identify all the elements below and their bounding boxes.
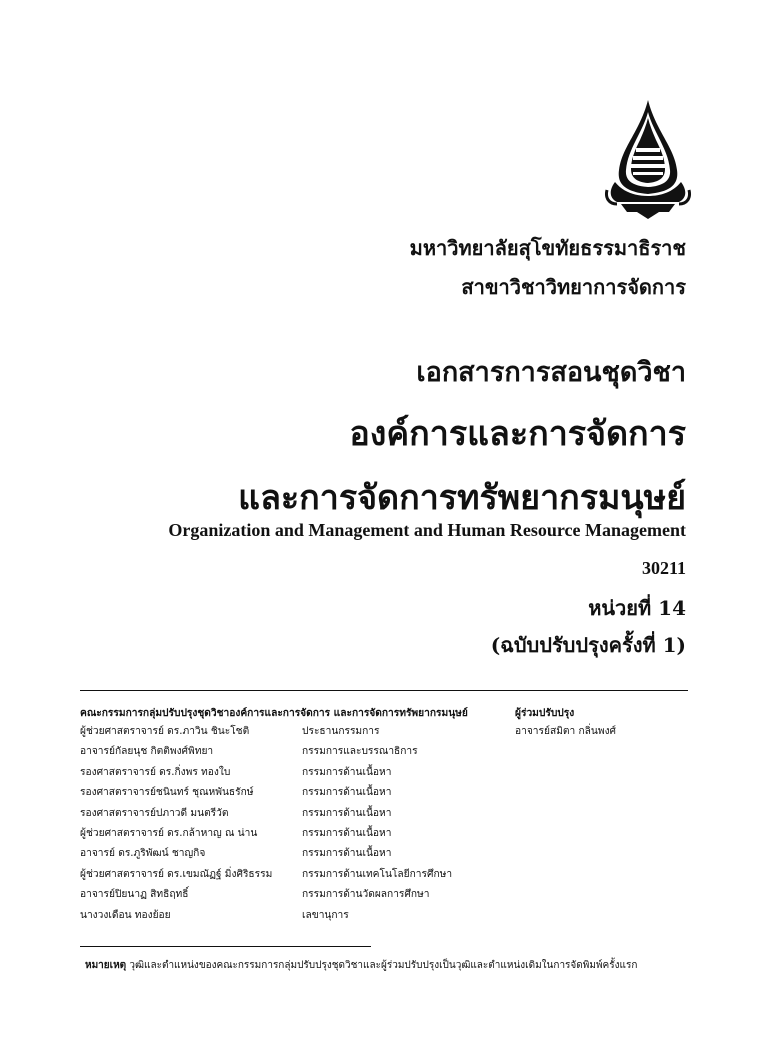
member-name: นางวงเดือน ทองย้อย — [80, 909, 171, 921]
member-position: เลขานุการ — [302, 909, 349, 921]
footnote-divider — [80, 946, 371, 947]
member-position: กรรมการด้านเนื้อหา — [302, 766, 392, 778]
member-name: อาจารย์กัลยนุช กิตติพงศ์พิทยา — [80, 746, 214, 758]
footnote-label: หมายเหตุ — [85, 960, 127, 971]
co-reviser-heading: ผู้ร่วมปรับปรุง — [515, 708, 575, 719]
co-reviser-name: อาจารย์สมิตา กลิ่นพงศ์ — [515, 726, 617, 737]
course-code: 30211 — [641, 558, 686, 578]
course-title-line2: และการจัดการทรัพยากรมนุษย์ — [238, 478, 686, 518]
committee-row — [80, 845, 522, 865]
member-name: ผู้ช่วยศาสตราจารย์ ดร.เขมณัฏฐ์ มิ่งศิริธรรม — [80, 868, 273, 880]
member-name: รองศาสตราจารย์ชนินทร์ ชุณหพันธรักษ์ — [80, 787, 254, 799]
member-name: ผู้ช่วยศาสตราจารย์ ดร.ภาวิน ชินะโชติ — [80, 726, 250, 737]
course-title-line1: องค์การและการจัดการ — [349, 414, 686, 454]
co-reviser-section — [515, 705, 616, 739]
member-name: ผู้ช่วยศาสตราจารย์ ดร.กล้าหาญ ณ น่าน — [80, 827, 258, 839]
section-divider — [80, 690, 688, 691]
member-name: รองศาสตราจารย์ ดร.กิ่งพร ทองใบ — [80, 766, 231, 778]
committee-heading: คณะกรรมการกลุ่มปรับปรุงชุดวิชาองค์การและการจัดการ และการจัดการทรัพยากรมนุษย์ — [80, 708, 468, 719]
committee-row — [80, 907, 522, 927]
committee-row — [80, 764, 522, 784]
member-position: กรรมการและบรรณาธิการ — [302, 746, 418, 758]
document-type: เอกสารการสอนชุดวิชา — [416, 357, 686, 388]
unit-number: หน่วยที่ 14 — [588, 596, 686, 620]
member-position: กรรมการด้านเนื้อหา — [302, 787, 392, 799]
department-name: สาขาวิชาวิทยาการจัดการ — [461, 275, 686, 299]
university-emblem — [603, 98, 693, 220]
committee-row — [80, 784, 522, 804]
member-position: กรรมการด้านเทคโนโลยีการศึกษา — [302, 868, 453, 880]
edition-label: (ฉบับปรับปรุงครั้งที่ 1) — [490, 633, 686, 657]
member-position: กรรมการด้านเนื้อหา — [302, 827, 392, 839]
footnote — [85, 958, 637, 973]
member-name: อาจารย์ปิยนาฏ สิทธิฤทธิ์ — [80, 889, 189, 901]
committee-row — [80, 866, 522, 886]
member-name: รองศาสตราจารย์ปภาวดี มนตรีวัต — [80, 807, 229, 819]
member-position: กรรมการด้านเนื้อหา — [302, 807, 392, 819]
committee-row — [80, 805, 522, 825]
university-name: มหาวิทยาลัยสุโขทัยธรรมาธิราช — [409, 236, 686, 260]
footnote-text: วุฒิและตำแหน่งของคณะกรรมการกลุ่มปรับปรุงชุดวิชาและผู้ร่วมปรับปรุงเป็นวุฒิและตำแหน่งเดิมในการจัดพิมพ์ครั้งแรก — [129, 960, 638, 971]
member-position: กรรมการด้านวัดผลการศึกษา — [302, 889, 430, 901]
member-name: อาจารย์ ดร.ภูริพัฒน์ ชาญกิจ — [80, 848, 206, 860]
committee-row — [80, 886, 522, 906]
committee-list — [80, 723, 522, 927]
course-title-english: Organization and Management and Human Resource Management — [168, 520, 686, 540]
committee-section — [80, 705, 522, 927]
committee-row — [80, 723, 522, 743]
member-position: ประธานกรรมการ — [302, 726, 380, 737]
committee-row — [80, 825, 522, 845]
member-position: กรรมการด้านเนื้อหา — [302, 848, 392, 860]
committee-row — [80, 743, 522, 763]
